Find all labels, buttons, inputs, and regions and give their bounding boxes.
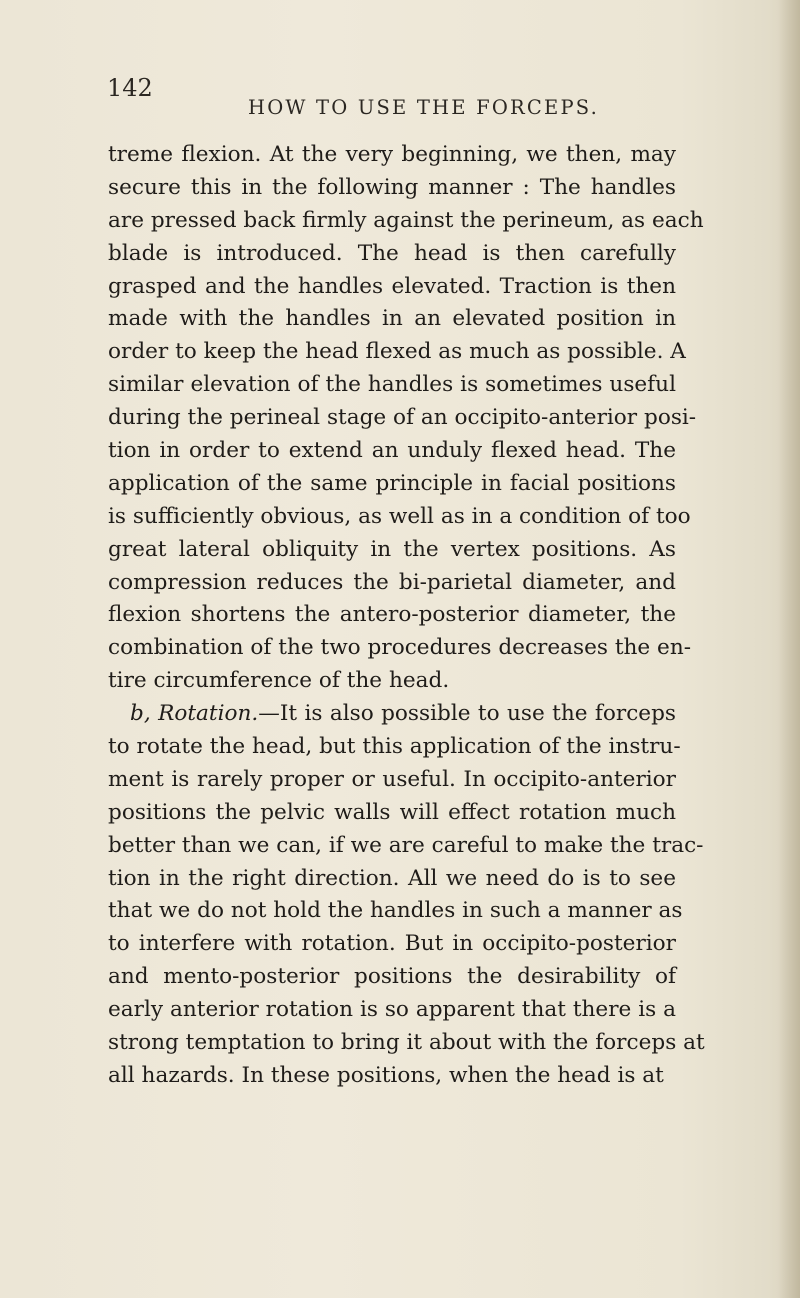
text-line: during the perineal stage of an occipito-anterior posi-: [108, 405, 697, 431]
text-line: order to keep the head flexed as much as possible. A: [108, 339, 686, 365]
text-line: ment is rarely proper or useful. In occipito-anterior: [108, 766, 676, 792]
text-line: tion in the right direction. All we need do is to see: [108, 865, 676, 891]
section-letter: b,: [130, 701, 151, 727]
text-line: all hazards. In these positions, when the head is at: [108, 1062, 664, 1088]
text-line-rest: —It is also possible to use the forceps: [258, 701, 676, 727]
text-line: secure this in the following manner : The handles: [108, 174, 676, 200]
text-line: great lateral obliquity in the vertex positions. As: [108, 536, 676, 562]
page-number: 142: [107, 74, 153, 102]
text-line: similar elevation of the handles is sometimes useful: [108, 372, 676, 398]
text-line: tire circumference of the head.: [108, 668, 450, 694]
text-line: positions the pelvic walls will effect rotation much: [108, 799, 676, 825]
paragraph-1: [108, 139, 704, 698]
text-line: treme flexion. At the very beginning, we then, may: [108, 142, 676, 167]
text-line: better than we can, if we are careful to make the trac-: [108, 832, 704, 858]
text-line: strong temptation to bring it about with the forceps at: [108, 1030, 705, 1056]
section-heading-line: [108, 698, 676, 731]
body-text: [108, 139, 705, 1093]
page-edge-shadow: [778, 0, 800, 1298]
running-head: HOW TO USE THE FORCEPS.: [248, 96, 600, 119]
text-line: application of the same principle in facial positions: [108, 470, 676, 496]
text-line: grasped and the handles elevated. Traction is then: [108, 273, 676, 299]
paragraph-2: [108, 698, 705, 1093]
text-line: early anterior rotation is so apparent that there is a: [108, 997, 676, 1023]
text-line: to interfere with rotation. But in occipito-posterior: [108, 931, 676, 957]
text-line: that we do not hold the handles in such a manner as: [108, 898, 683, 924]
text-line: made with the handles in an elevated position in: [108, 306, 676, 332]
text-line: are pressed back firmly against the perineum, as each: [108, 207, 704, 233]
text-line: tion in order to extend an unduly flexed head. The: [108, 438, 676, 464]
text-line: flexion shortens the antero-posterior diameter, the: [108, 602, 676, 628]
text-line: combination of the two procedures decreases the en-: [108, 635, 692, 661]
section-title: Rotation.: [158, 701, 259, 727]
text-line: to rotate the head, but this application of the instru-: [108, 734, 681, 760]
text-line: blade is introduced. The head is then carefully: [108, 240, 676, 266]
text-line: is sufficiently obvious, as well as in a condition of too: [108, 503, 691, 529]
text-line: compression reduces the bi-parietal diameter, and: [108, 569, 676, 595]
text-line: and mento-posterior positions the desirability of: [108, 964, 676, 990]
